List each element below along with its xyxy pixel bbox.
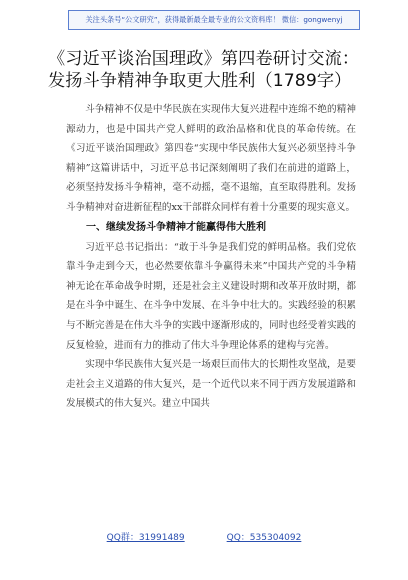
page-title — [48, 48, 378, 92]
banner-text: 关注头条号“公文研究”，获得最新最全最专业的公文资料库！ — [85, 15, 280, 24]
title-line-2: 发扬斗争精神争取更大胜利（1789字） — [48, 71, 352, 91]
footer-qq-group[interactable]: QQ群：31991489 — [106, 533, 185, 543]
section-heading: 一、继续发扬斗争精神才能赢得伟大胜利 — [86, 221, 266, 233]
header-banner — [68, 10, 360, 30]
footer-contacts — [0, 530, 408, 550]
document-body — [66, 100, 356, 414]
banner-wechat: 微信：gongwenyj — [281, 15, 343, 24]
footer-qq[interactable]: QQ：535304092 — [226, 533, 302, 543]
paragraph-intro: 斗争精神不仅是中华民族在实现伟大复兴进程中连绵不绝的精神源动力，也是中国共产党人鲜明的政治品格和优良的革命传统。在《习近平谈治国理政》第四卷“实现中华民族伟大复兴必须坚持斗争精神”这篇讲话中，习近平总书记深刻阐明了我们在前进的道路上，必须坚持发扬斗争精神，毫不动摇，毫不退缩，直至取得胜利。发扬斗争精神对奋进新征程的xx干部群众同样有着十分重要的现实意义。 — [66, 104, 356, 213]
paragraph-3: 实现中华民族伟大复兴是一场艰巨而伟大的长期性攻坚战，是要走社会主义道路的伟大复兴，是一个近代以来不同于西方发展道路和发展模式的伟大复兴。建立中国共 — [66, 359, 356, 410]
paragraph-2: 习近平总书记指出：“敢于斗争是我们党的鲜明品格。我们党依靠斗争走到今天，也必然要依靠斗争赢得未来”中国共产党的斗争精神无论在革命战争时期，还是社会主义建设时期和改革开放时期，都是在斗争中诞生、在斗争中发展、在斗争中壮大的。实践经验的积累与不断完善是在伟大斗争的实践中逐渐形成的，同时也经受着实践的反复检验，进而有力的推动了伟大斗争理论体系的建构与完善。 — [66, 241, 356, 351]
title-line-1: 《习近平谈治国理政》第四卷研讨交流： — [48, 49, 360, 69]
